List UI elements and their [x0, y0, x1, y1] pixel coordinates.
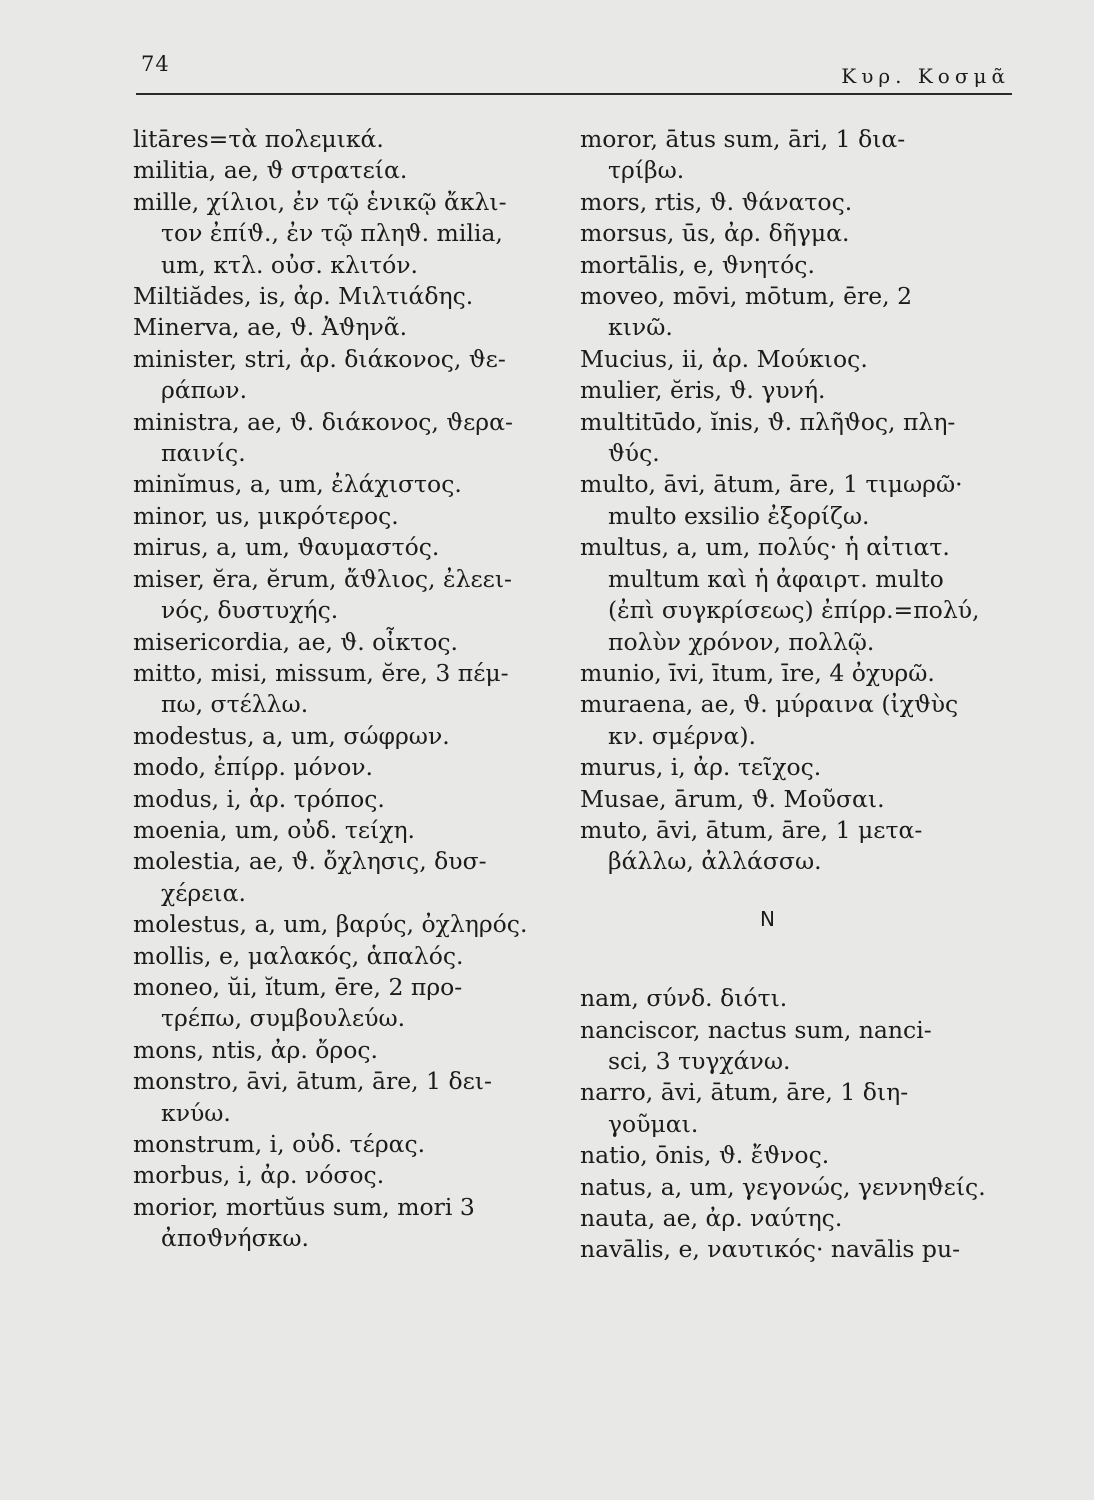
entry-line: moveo, mōvi, mōtum, ēre, 2 [580, 282, 913, 311]
entry-line: mollis, e, μαλακός, ἁπαλός. [133, 941, 464, 970]
dictionary-entry [133, 972, 573, 1035]
entry-line: navālis, e, ναυτικός· navālis pu- [580, 1235, 961, 1264]
dictionary-entry [133, 846, 573, 909]
entry-line: κν. σμέρνα). [608, 721, 757, 750]
entry-line: natus, a, um, γεγονώς, γεννηϑείς. [580, 1172, 986, 1201]
dictionary-entry [133, 124, 573, 155]
dictionary-entry [580, 250, 1010, 281]
dictionary-entry [133, 1066, 573, 1129]
entry-line: sci, 3 τυγχάνω. [608, 1046, 791, 1075]
section-letter-n: N [760, 906, 775, 931]
dictionary-entry [133, 407, 573, 470]
dictionary-entry [133, 1192, 573, 1255]
dictionary-entry [133, 501, 573, 532]
entry-line: multum καὶ ἡ ἀφαιρτ. multo [608, 564, 944, 593]
dictionary-entry [133, 532, 573, 563]
entry-line: γοῦμαι. [608, 1109, 699, 1138]
entry-line: modus, i, ἀρ. τρόπος. [133, 784, 385, 813]
entry-line: nauta, ae, ἀρ. ναύτης. [580, 1204, 843, 1232]
dictionary-entry [580, 658, 1010, 689]
entry-line: moenia, um, οὐδ. τείχη. [133, 815, 415, 844]
entry-line: nanciscor, nactus sum, nanci- [580, 1015, 932, 1044]
entry-line: molestia, ae, ϑ. ὄχλησις, δυσ- [133, 847, 487, 876]
entry-line: morsus, ūs, ἀρ. δῆγμα. [580, 219, 850, 248]
entry-line: natio, ōnis, ϑ. ἔϑνος. [580, 1141, 830, 1170]
dictionary-entry [133, 469, 573, 500]
entry-line: litāres=τὰ πολεμικά. [133, 125, 384, 153]
dictionary-entry [133, 1035, 573, 1066]
entry-line: multo exsilio ἐξορίζω. [608, 501, 870, 530]
entries-n [580, 983, 1010, 1266]
dictionary-entry [580, 983, 1010, 1014]
entry-line: πολὺν χρόνον, πολλῷ. [608, 627, 875, 656]
section-spacer-top [580, 878, 1010, 904]
entry-line: mors, rtis, ϑ. ϑάνατος. [580, 187, 853, 216]
entry-line: χέρεια. [161, 878, 246, 907]
dictionary-entry [580, 344, 1010, 375]
entry-line: molestus, a, um, βαρύς, ὀχληρός. [133, 910, 528, 939]
entry-line: murus, i, ἀρ. τεῖχος. [580, 753, 822, 782]
dictionary-entry [133, 721, 573, 752]
entry-line: mirus, a, um, ϑαυμαστός. [133, 533, 440, 562]
entry-line: moneo, ŭi, ĭtum, ēre, 2 προ- [133, 972, 463, 1001]
dictionary-entry [133, 281, 573, 312]
dictionary-entry [133, 658, 573, 721]
dictionary-entry [580, 752, 1010, 783]
entry-line: modo, ἐπίρρ. μόνον. [133, 753, 374, 782]
dictionary-entry [580, 1203, 1010, 1234]
entry-line: mons, ntis, ἀρ. ὄρος. [133, 1035, 379, 1064]
entry-line: Minerva, ae, ϑ. Ἀϑηνᾶ. [133, 313, 408, 342]
entry-line: πω, στέλλω. [161, 690, 309, 719]
entry-line: um, κτλ. οὐσ. κλιτόν. [161, 250, 418, 279]
left-column [133, 124, 573, 1255]
dictionary-entry [133, 909, 573, 940]
dictionary-entry [133, 941, 573, 972]
entry-line: Musae, ārum, ϑ. Μοῦσαι. [580, 784, 885, 813]
dictionary-entry [133, 784, 573, 815]
dictionary-entry [580, 375, 1010, 406]
entries-m [580, 124, 1010, 878]
entry-line: muraena, ae, ϑ. μύραινα (ἰχϑὺς [580, 690, 959, 719]
entry-line: morior, mortŭus sum, mori 3 [133, 1192, 475, 1221]
entry-line: munio, īvi, ītum, īre, 4 ὀχυρῶ. [580, 658, 935, 687]
dictionary-entry [580, 187, 1010, 218]
dictionary-entry [133, 752, 573, 783]
entry-line: παινίς. [161, 439, 246, 468]
dictionary-entry [580, 689, 1010, 752]
dictionary-entry [133, 564, 573, 627]
entry-line: modestus, a, um, σώφρων. [133, 721, 450, 750]
dictionary-entry [133, 627, 573, 658]
dictionary-entry [133, 344, 573, 407]
dictionary-entry [580, 281, 1010, 344]
dictionary-entry [580, 815, 1010, 878]
entry-line: ράπων. [161, 376, 248, 405]
section-spacer-bottom [580, 935, 1010, 983]
entry-line: ἀποϑνήσκω. [161, 1224, 309, 1253]
entry-line: mille, χίλιοι, ἐν τῷ ἑνικῷ ἄκλι- [133, 187, 507, 216]
entry-line: κινῶ. [608, 313, 673, 342]
dictionary-entry [133, 312, 573, 343]
entry-line: τρέπω, συμβουλεύω. [161, 1004, 406, 1033]
dictionary-entry [133, 1129, 573, 1160]
dictionary-entry [133, 1160, 573, 1191]
dictionary-entry [580, 784, 1010, 815]
entry-line: minister, stri, ἀρ. διάκονος, ϑε- [133, 344, 506, 373]
entry-line: morbus, i, ἀρ. νόσος. [133, 1161, 385, 1190]
dictionary-entry [580, 1077, 1010, 1140]
entry-line: minor, us, μικρότερος. [133, 501, 399, 530]
entry-line: (ἐπὶ συγκρίσεως) ἐπίρρ.=πολύ, [608, 596, 980, 625]
entry-line: ϑύς. [608, 439, 660, 468]
right-column [580, 124, 1010, 1266]
dictionary-entry [580, 1172, 1010, 1203]
dictionary-entry [133, 187, 573, 281]
dictionary-entry [580, 532, 1010, 658]
entry-line: mortālis, e, ϑνητός. [580, 250, 815, 279]
dictionary-entry [580, 124, 1010, 187]
entry-line: miser, ĕra, ĕrum, ἄϑλιος, ἐλεει- [133, 564, 512, 593]
entry-line: moror, ātus sum, āri, 1 δια- [580, 125, 906, 153]
entry-line: multitūdo, ĭnis, ϑ. πλῆϑος, πλη- [580, 407, 956, 436]
dictionary-entry [580, 1234, 1010, 1265]
dictionary-entry [580, 407, 1010, 470]
dictionary-entry [580, 1140, 1010, 1171]
header-rule [136, 93, 1012, 95]
entry-line: narro, āvi, ātum, āre, 1 διη- [580, 1078, 909, 1107]
entry-line: mitto, misi, missum, ĕre, 3 πέμ- [133, 658, 509, 687]
entry-line: τον ἐπίϑ., ἐν τῷ πληϑ. milia, [161, 219, 503, 248]
dictionary-entry [133, 155, 573, 186]
entry-line: misericordia, ae, ϑ. οἶκτος. [133, 627, 458, 656]
entry-line: βάλλω, ἀλλάσσω. [608, 847, 822, 876]
dictionary-entry [133, 815, 573, 846]
entry-line: Mucius, ii, ἀρ. Μούκιος. [580, 344, 868, 373]
dictionary-entry [580, 469, 1010, 532]
entry-line: muto, āvi, ātum, āre, 1 μετα- [580, 815, 923, 844]
entry-line: minĭmus, a, um, ἐλάχιστος. [133, 470, 462, 499]
entry-line: multo, āvi, ātum, āre, 1 τιμωρῶ· [580, 470, 963, 499]
entry-line: monstrum, i, οὐδ. τέρας. [133, 1130, 426, 1158]
dictionary-entry [580, 218, 1010, 249]
entry-line: κνύω. [161, 1098, 231, 1127]
entry-line: τρίβω. [608, 156, 685, 185]
entry-line: ministra, ae, ϑ. διάκονος, ϑερα- [133, 407, 513, 436]
entry-line: Miltiădes, is, ἀρ. Μιλτιάδης. [133, 282, 474, 311]
page-number: 74 [141, 52, 170, 76]
entry-line: mulier, ĕris, ϑ. γυνή. [580, 376, 826, 405]
running-head: Κυρ. Κοσμᾶ [841, 64, 1010, 88]
dictionary-entry [580, 1015, 1010, 1078]
entry-line: nam, σύνδ. διότι. [580, 984, 788, 1013]
entry-line: militia, ae, ϑ στρατεία. [133, 156, 408, 185]
entry-line: νός, δυστυχής. [161, 596, 339, 625]
entry-line: multus, a, um, πολύς· ἡ αἰτιατ. [580, 533, 950, 562]
entry-line: monstro, āvi, ātum, āre, 1 δει- [133, 1067, 492, 1096]
